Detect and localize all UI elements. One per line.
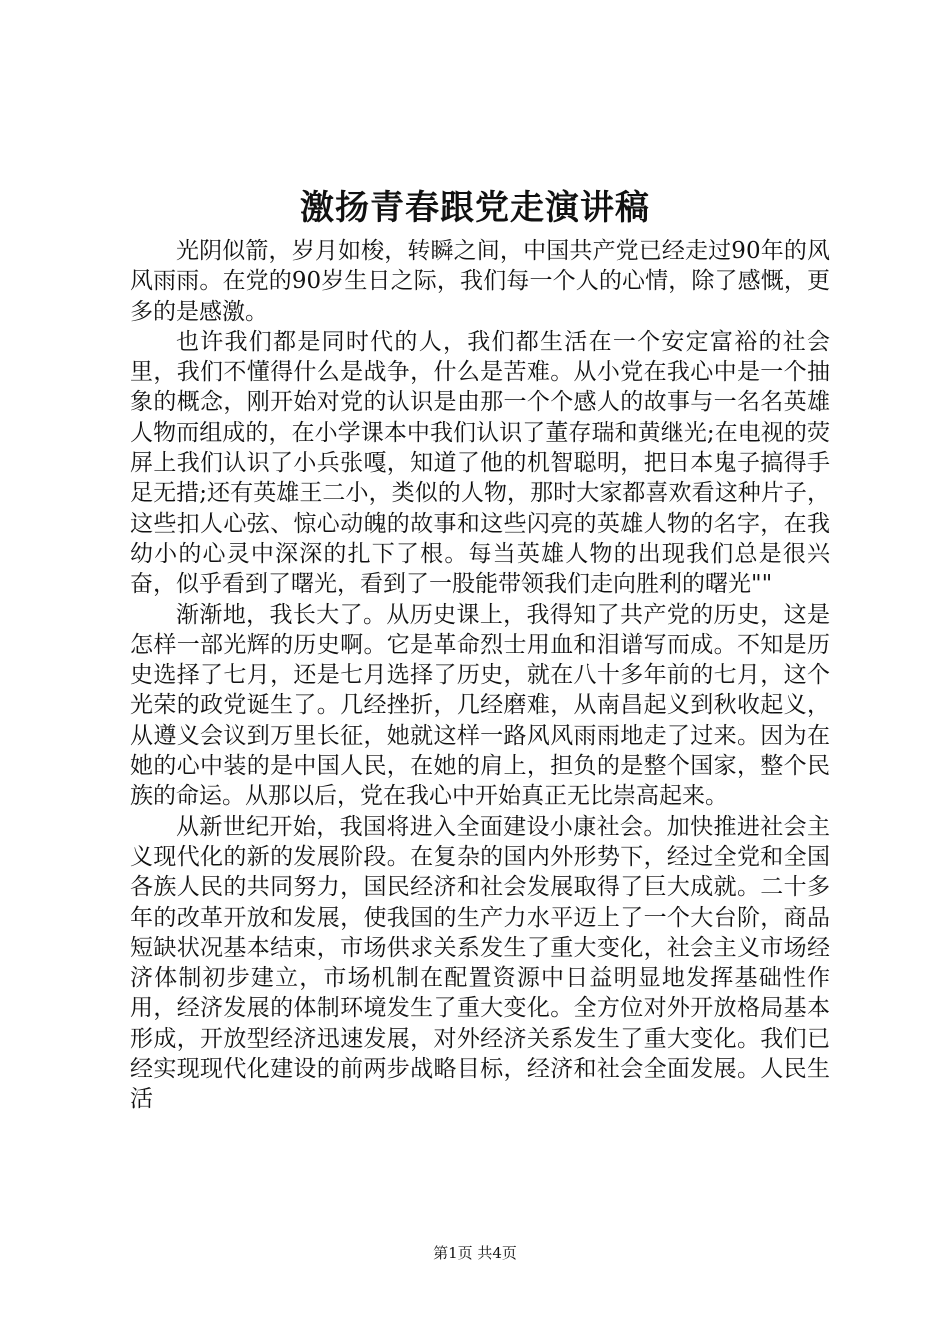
document-body — [130, 236, 830, 1115]
paragraph-2: 也许我们都是同时代的人，我们都生活在一个安定富裕的社会里，我们不懂得什么是战争，什么是苦难。从小党在我心中是一个抽象的概念，刚开始对党的认识是由那一个个感人的故事与一名名英雄人物而组成的，在小学课本中我们认识了董存瑞和黄继光;在电视的荧屏上我们认识了小兵张嘎，知道了他的机智聪明，把日本鬼子搞得手足无措;还有英雄王二小，类似的人物，那时大家都喜欢看这种片子，这些扣人心弦、惊心动魄的故事和这些闪亮的英雄人物的名字，在我幼小的心灵中深深的扎下了根。每当英雄人物的出现我们总是很兴奋，似乎看到了曙光，看到了一股能带领我们走向胜利的曙光"" — [130, 328, 830, 598]
paragraph-1: 光阴似箭，岁月如梭，转瞬之间，中国共产党已经走过90年的风风雨雨。在党的90岁生日之际，我们每一个人的心情，除了感慨，更多的是感激。 — [130, 238, 830, 325]
paragraph-4: 从新世纪开始，我国将进入全面建设小康社会。加快推进社会主义现代化的新的发展阶段。在复杂的国内外形势下，经过全党和全国各族人民的共同努力，国民经济和社会发展取得了巨大成就。二十多年的改革开放和发展，使我国的生产力水平迈上了一个大台阶，商品短缺状况基本结束，市场供求关系发生了重大变化，社会主义市场经济体制初步建立，市场机制在配置资源中日益明显地发挥基础性作用，经济发展的体制环境发生了重大变化。全方位对外开放格局基本形成，开放型经济迅速发展，对外经济关系发生了重大变化。我们已经实现现代化建设的前两步战略目标，经济和社会全面发展。人民生活 — [130, 813, 830, 1113]
paragraph-3: 渐渐地，我长大了。从历史课上，我得知了共产党的历史，这是怎样一部光辉的历史啊。它是革命烈士用血和泪谱写而成。不知是历史选择了七月，还是七月选择了历史，就在八十多年前的七月，这个光荣的政党诞生了。几经挫折，几经磨难，从南昌起义到秋收起义，从遵义会议到万里长征，她就这样一路风风雨雨地走了过来。因为在她的心中装的是中国人民，在她的肩上，担负的是整个国家，整个民族的命运。从那以后，党在我心中开始真正无比崇高起来。 — [130, 601, 830, 810]
page-number-footer: 第1页 共4页 — [433, 1244, 517, 1262]
document-title: 激扬青春跟党走演讲稿 — [300, 188, 650, 228]
